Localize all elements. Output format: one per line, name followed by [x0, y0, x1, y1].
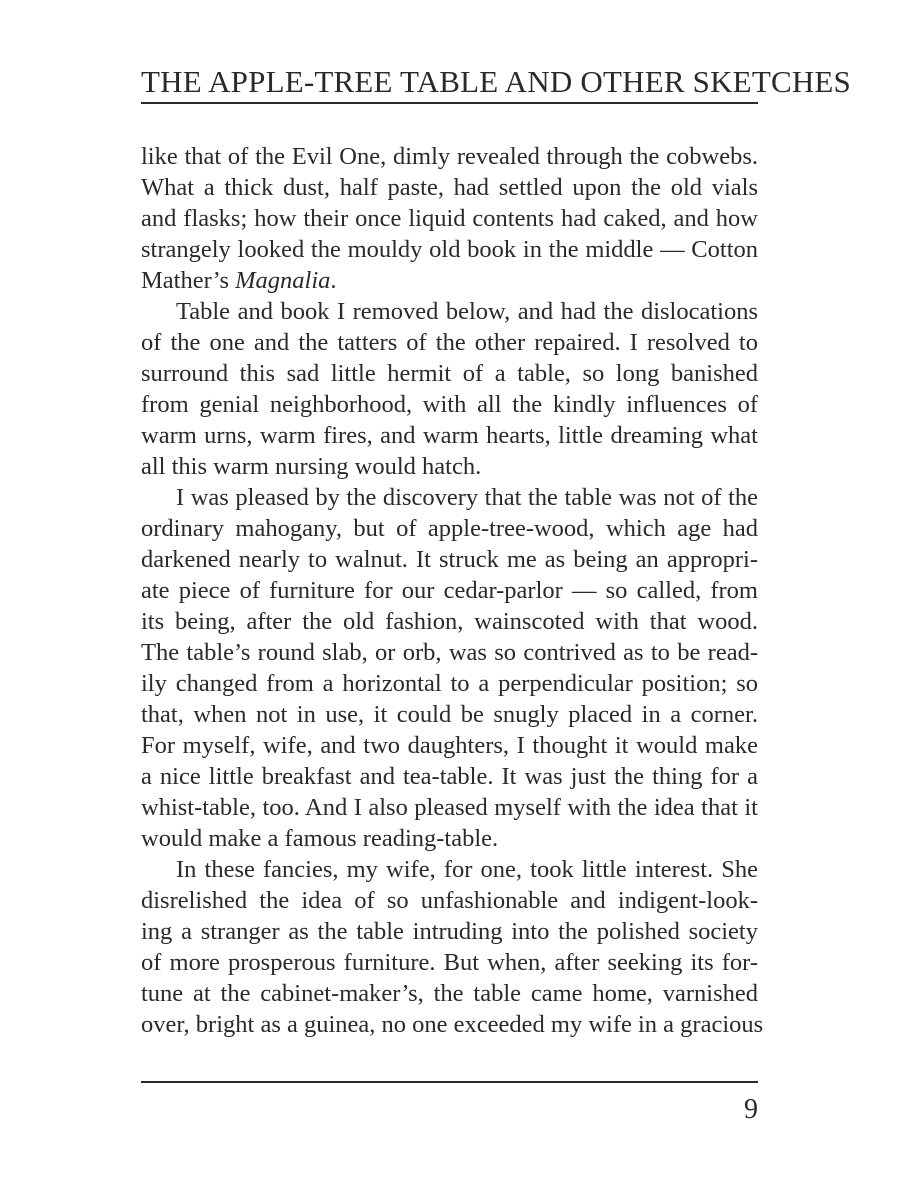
text-line: of more prosperous furniture. But when, after seeking its for- [141, 949, 758, 976]
text-line: whist-table, too. And I also pleased myself with the idea that it [141, 794, 758, 821]
text-line: In these fancies, my wife, for one, took little interest. She [176, 856, 758, 883]
text-line: warm urns, warm fires, and warm hearts, little dreaming what [141, 422, 758, 449]
text-line: darkened nearly to walnut. It struck me as being an appropri- [141, 546, 758, 573]
text-line: For myself, wife, and two daughters, I thought it would make [141, 732, 758, 759]
text-line: of the one and the tatters of the other repaired. I resolved to [141, 329, 758, 356]
text-line: a nice little breakfast and tea-table. It was just the thing for a [141, 763, 758, 790]
text-line: disrelished the idea of so unfashionable and indigent-look- [141, 887, 758, 914]
text-line: The table’s round slab, or orb, was so contrived as to be read- [141, 639, 758, 666]
text-line: ate piece of furniture for our cedar-parlor — so called, from [141, 577, 758, 604]
book-title: Magnalia [235, 267, 331, 294]
text-line: that, when not in use, it could be snugly placed in a corner. [141, 701, 758, 728]
header-rule [141, 102, 758, 104]
text-line: like that of the Evil One, dimly revealed through the cobwebs. [141, 143, 758, 170]
text-line: ordinary mahogany, but of apple-tree-wood, which age had [141, 515, 758, 542]
text-line: What a thick dust, half paste, had settled upon the old vials [141, 174, 758, 201]
text-line [141, 265, 758, 296]
text-line: and flasks; how their once liquid contents had caked, and how [141, 205, 758, 232]
text-line-start: Mather’s [141, 267, 236, 294]
text-line: would make a famous reading-table. [141, 825, 499, 852]
text-line: all this warm nursing would hatch. [141, 453, 482, 480]
body-text [141, 141, 764, 1040]
text-line: Table and book I removed below, and had the dislocations [176, 298, 758, 325]
text-line: surround this sad little hermit of a table, so long banished [141, 360, 758, 387]
text-line-end: . [330, 267, 337, 294]
page-number: 9 [744, 1094, 758, 1125]
text-line: ily changed from a horizontal to a perpendicular position; so [141, 670, 758, 697]
footer-rule [141, 1081, 758, 1083]
text-line: tune at the cabinet-maker’s, the table came home, varnished [141, 980, 758, 1007]
text-line: I was pleased by the discovery that the table was not of the [176, 484, 758, 511]
text-line: its being, after the old fashion, wainscoted with that wood. [141, 608, 758, 635]
running-head: THE APPLE-TREE TABLE AND OTHER SKETCHES [141, 64, 851, 99]
text-line: strangely looked the mouldy old book in the middle — Cotton [141, 236, 758, 263]
text-line: over, bright as a guinea, no one exceeded my wife in a gracious [141, 1011, 764, 1038]
text-line: from genial neighborhood, with all the kindly influences of [141, 391, 758, 418]
text-line: ing a stranger as the table intruding into the polished society [141, 918, 758, 945]
